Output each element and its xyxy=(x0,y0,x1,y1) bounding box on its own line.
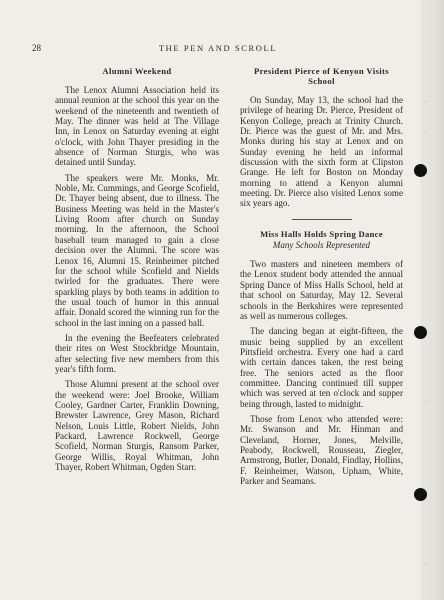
article-paragraph: The dancing began at eight-fifteen, the music being supplied by an excellent Pittsfield orchestra. Every one had a card with certain dances taken, the rest being free. The seniors acted as the floor committee. Dancing continued till supper which was served at ten o'clock and supper being through, lasted to midnight. xyxy=(240,326,403,409)
paper-speck: · xyxy=(425,560,428,568)
binding-edge xyxy=(420,0,444,600)
article-paragraph: In the evening the Beefeaters celebrated their rites on West Stockbridge Mountain, after selecting five new members from this year's fifth form. xyxy=(55,332,219,374)
article-title-spring-dance: Miss Halls Holds Spring Dance xyxy=(260,228,383,239)
article-paragraph: The Lenox Alumni Association held its annual reunion at the school this year on the weekend of the nineteenth and twentieth of May. The dinner was held at The Village Inn, in Lenox on Saturday evening at eight o'clock, with John Thayer presiding in the absence of Norman Sturgis, who was detained until Sunday. xyxy=(55,85,219,168)
article-paragraph: On Sunday, May 13, the school had the privilege of hearing Dr. Pierce, President of Kenyon College, preach at Trinity Church. Dr. Pierce was the guest of Mr. and Mrs. Monks during his stay at Lenox and on Sunday evening he held an informal discussion with the sixth form at Clipston Grange. He left for Boston on Monday morning to attend a Kenyon alumni meeting. Dr. Pierce also visited Lenox some six years ago. xyxy=(240,95,403,209)
binder-hole-top xyxy=(414,164,427,177)
page-number: 28 xyxy=(32,43,41,53)
article-divider xyxy=(292,219,352,220)
article-paragraph: The speakers were Mr. Monks, Mr. Noble, Mr. Cummings, and George Scofield, Dr. Thayer being absent, due to illness. The Business Meeting was held in the Master's Living Room after church on Sunday morning. In the afternoon, the School baseball team managed to gain a close decision over the Alumni. The score was Lenox 16, Alumni 15. Reinheimer pitched for the school while Scofield and Nields twirled for the graduates. There were sparkling plays by both teams in addition to the usual touch of humor in this annual affair. Donald scored the winning run for the school in the last inning on a passed ball. xyxy=(55,172,219,328)
article-paragraph: Those Alumni present at the school over the weekend were: Joel Brooke, William Cooley, Gardner Carter, Franklin Downing, Brewster Lawrence, Grey Mason, Richard Nelson, Louis Little, Robert Nields, John Packard, Lawrence Rockwell, George Scofield, Norman Sturgis, Ransom Parker, George Willis, Royal Whitman, John Thayer, Robert Whitman, Ogden Starr. xyxy=(55,379,219,473)
binder-hole-bottom xyxy=(414,488,427,501)
article-paragraph: Two masters and nineteen members of the Lenox student body attended the annual Spring Dance of Miss Halls School, held at that school on Saturday, May 12. Several schools in the Berkshires were represented as well as numerous colleges. xyxy=(240,259,403,321)
running-header xyxy=(32,43,404,57)
left-column xyxy=(55,66,219,477)
running-title: THE PEN AND SCROLL xyxy=(158,43,278,53)
article-subtitle: Many Schools Represented xyxy=(272,239,371,250)
article-title-alumni-weekend: Alumni Weekend xyxy=(102,66,172,76)
paper-speck: · xyxy=(425,128,428,136)
article-title-president-pierce: President Pierce of Kenyon Visits School xyxy=(253,66,390,86)
paper-speck: · xyxy=(425,398,428,406)
article-paragraph: Those from Lenox who attended were: Mr. Swanson and Mr. Hinman and Cleveland, Horner, Jones, Melville, Peabody, Rockwell, Rousseau, Ziegler, Armstrong, Butler, Donald, Findlay, Hollins, F. Reinheimer, Watson, Upham, White, Parker and Seamans. xyxy=(240,413,403,486)
binder-hole-middle xyxy=(414,326,427,339)
right-column xyxy=(240,66,403,491)
paper-speck: · xyxy=(425,98,428,106)
